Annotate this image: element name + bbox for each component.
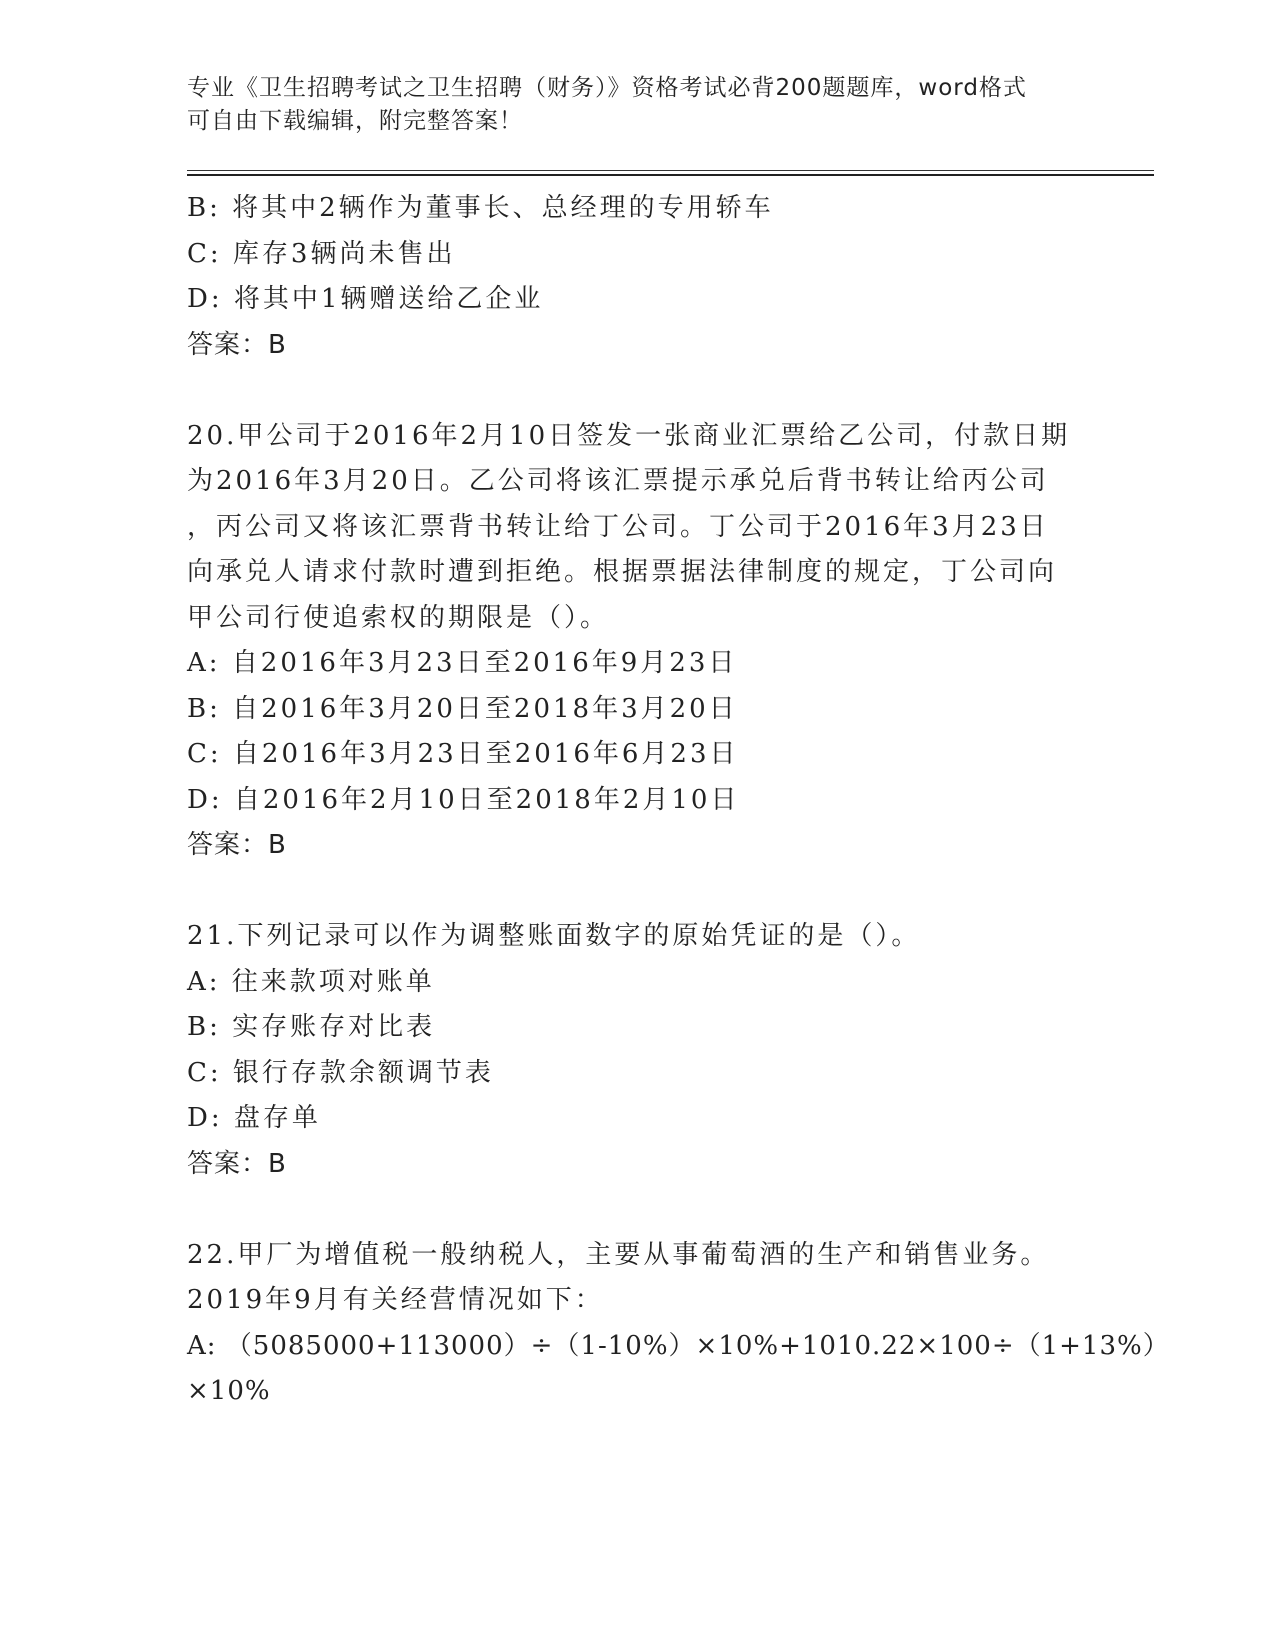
question-stem-line: 为2016年3月20日。乙公司将该汇票提示承兑后背书转让给丙公司 bbox=[187, 466, 1049, 496]
question-21-options bbox=[187, 960, 1107, 1142]
header-title-line-2: 可自由下载编辑，附完整答案！ bbox=[187, 108, 523, 134]
option-a: A: （5085000+113000）÷（1-10%）×10%+1010.22×100÷（1+13%） bbox=[187, 1330, 1170, 1361]
option-b: B: 将其中2辆作为董事长、总经理的专用轿车 bbox=[187, 193, 774, 223]
option-a-continued: ×10% bbox=[187, 1376, 271, 1406]
document-header bbox=[187, 72, 1087, 138]
option-a: A: 自2016年3月23日至2016年9月23日 bbox=[187, 648, 738, 678]
option-d: D: 将其中1辆赠送给乙企业 bbox=[187, 284, 544, 314]
question-22-stem bbox=[187, 1233, 1107, 1324]
question-21-stem: 21.下列记录可以作为调整账面数字的原始凭证的是（）。 bbox=[187, 921, 921, 951]
option-c: C: 自2016年3月23日至2016年6月23日 bbox=[187, 739, 739, 769]
spacer bbox=[187, 368, 1107, 414]
option-d: D: 自2016年2月10日至2018年2月10日 bbox=[187, 784, 740, 815]
document-body bbox=[187, 186, 1170, 1415]
option-c: C: 库存3辆尚未售出 bbox=[187, 238, 456, 269]
header-divider-thin bbox=[187, 170, 1154, 171]
option-d: D: 盘存单 bbox=[187, 1103, 321, 1133]
option-b: B: 自2016年3月20日至2018年3月20日 bbox=[187, 693, 738, 724]
question-stem-line: 20.甲公司于2016年2月10日签发一张商业汇票给乙公司，付款日期 bbox=[187, 420, 1071, 451]
option-a: A: 往来款项对账单 bbox=[187, 966, 435, 997]
option-b: B: 实存账存对比表 bbox=[187, 1012, 436, 1042]
question-stem-line: 甲公司行使追索权的期限是（）。 bbox=[187, 602, 610, 633]
question-19-options bbox=[187, 186, 1107, 323]
question-19-answer: 答案：B bbox=[187, 329, 287, 360]
spacer bbox=[187, 869, 1107, 915]
question-stem-line: 2019年9月有关经营情况如下： bbox=[187, 1285, 604, 1315]
question-20-answer: 答案：B bbox=[187, 830, 287, 860]
question-20-options bbox=[187, 641, 1107, 823]
spacer bbox=[187, 1187, 1107, 1233]
option-c: C: 银行存款余额调节表 bbox=[187, 1057, 494, 1088]
header-divider-thick bbox=[187, 174, 1154, 176]
question-stem-line: ，丙公司又将该汇票背书转让给丁公司。丁公司于2016年3月23日 bbox=[187, 511, 1049, 542]
question-stem-line: 22.甲厂为增值税一般纳税人，主要从事葡萄酒的生产和销售业务。 bbox=[187, 1239, 1050, 1270]
question-22-options bbox=[187, 1324, 1170, 1415]
question-21-answer: 答案：B bbox=[187, 1148, 287, 1179]
question-20-stem bbox=[187, 414, 1107, 642]
question-stem-line: 向承兑人请求付款时遭到拒绝。根据票据法律制度的规定，丁公司向 bbox=[187, 557, 1058, 587]
header-title-line-1: 专业《卫生招聘考试之卫生招聘（财务）》资格考试必背200题题库，word格式 bbox=[187, 75, 1027, 101]
